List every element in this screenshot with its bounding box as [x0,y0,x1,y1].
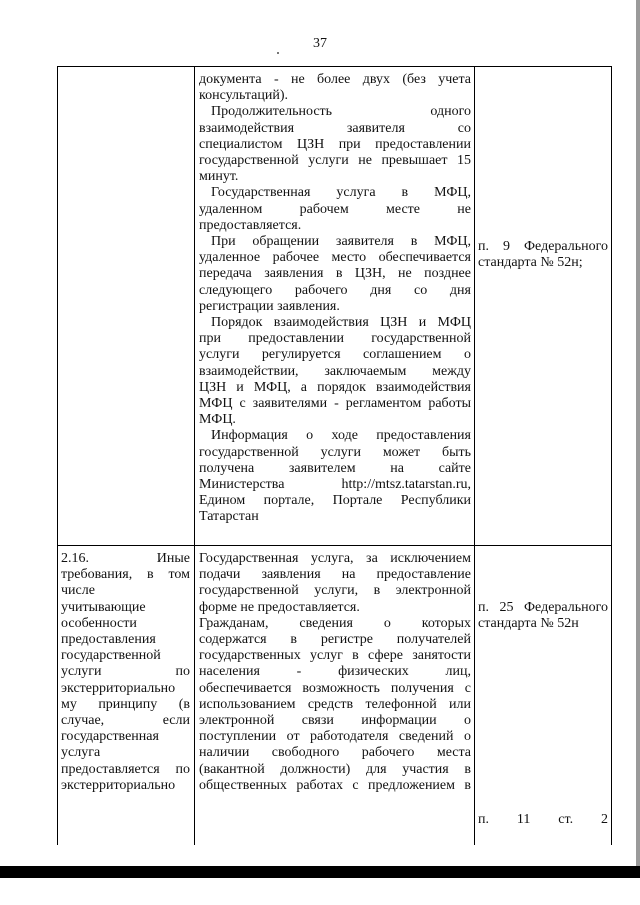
text-line: предоставления [61,632,156,648]
text-line: Едином портале, Портале Республики [199,493,471,509]
row2-middle-cell [199,551,471,794]
row2-left-cell [61,551,190,794]
scan-speck [277,52,279,54]
text-line: п. 11 ст. 2 [478,812,608,827]
text-line: предоставляется. [199,217,302,233]
text-line: Информация о ходе предоставления [211,428,471,444]
row1-middle-cell [199,72,471,526]
text-line: специалистом ЦЗН при предоставлении [199,136,471,152]
row1-right-cell [478,239,608,271]
text-line: предоставляется по [61,761,190,777]
text-line: государственных услуг в сфере занятости [199,648,471,664]
text-line: му принципу (в [61,696,190,712]
text-line: удаленное рабочее место обеспечивается [199,250,471,266]
text-line: взаимодействии, заключаемым между [199,363,471,379]
text-line: Продолжительность одного [211,104,471,120]
text-line: МФЦ. [199,412,236,428]
text-line: подачи заявления на предоставление [199,567,471,583]
text-line: Государственная услуга, за исключением [199,551,471,566]
text-line: (вакантной должности) для участия в [199,761,471,777]
text-line: электронной связи информации о [199,713,471,729]
text-line: взаимодействия заявителя со [199,120,471,136]
column-divider-2 [474,66,475,845]
text-line: содержатся в регистре получателей [199,632,471,648]
text-line: п. 9 Федерального [478,239,608,254]
text-line: получена заявителем на сайте [199,460,471,476]
text-line: государственной [61,648,161,664]
text-line: МФЦ с заявителями - регламентом работы [199,396,471,412]
text-line: регистрации заявления. [199,298,340,314]
text-line: государственной услуги не превышает 15 [199,153,471,169]
text-line: удаленном рабочем месте не [199,201,471,217]
text-line: при предоставлении государственной [199,331,471,347]
text-line: случае, если [61,713,190,729]
text-line: услуги по [61,664,190,680]
text-line: Татарстан [199,509,259,525]
text-line: общественных работах с предложением в [199,777,471,793]
table-top-border [57,66,612,67]
column-divider-1 [194,66,195,845]
text-line: требования, в том [61,567,190,583]
text-line: минут. [199,169,239,185]
text-line: п. 25 Федерального [478,600,608,615]
row2-right-bottom-cell [478,812,608,828]
text-line: населения - физических лиц, [199,664,471,680]
text-line: государственной услуги, в электронной [199,583,471,599]
text-line: числе [61,583,95,599]
text-line: экстерриториально [61,680,176,696]
text-line: Гражданам, сведения о которых [199,615,471,631]
page-number: 37 [313,36,327,51]
text-line: Государственная услуга в МФЦ, [211,185,471,201]
text-line: стандарта № 52н [478,616,579,632]
text-line: использованием средств телефонной или [199,696,471,712]
text-line: наличии свободного рабочего места [199,745,471,761]
text-line: ЦЗН и МФЦ, а порядок взаимодействия [199,379,471,395]
text-line: Порядок взаимодействия ЦЗН и МФЦ [211,315,471,331]
text-line: При обращении заявителя в МФЦ, [211,234,471,250]
text-line: услуги регулируется соглашением о [199,347,471,363]
row2-right-top-cell [478,600,608,632]
text-line: передача заявления в ЦЗН, не позднее [199,266,471,282]
text-line: 2.16. Иные [61,551,190,566]
text-line: услуга [61,745,101,761]
text-line: поступлении от работодателя сведений о [199,729,471,745]
text-line: стандарта № 52н; [478,255,583,271]
text-line: учитывающие [61,599,146,615]
scan-right-edge [636,0,640,866]
scan-bottom-border [0,866,640,878]
text-line: следующего рабочего дня со дня [199,282,471,298]
table-row-divider [57,545,612,546]
text-line: экстерриториально [61,777,176,793]
text-line: документа - не более двух (без учета [199,72,471,87]
text-line: консультаций). [199,88,288,104]
text-line: государственная [61,729,159,745]
table-right-border [611,66,612,845]
text-line: особенности [61,615,137,631]
text-line: государственной услуги может быть [199,444,471,460]
text-line: форме не предоставляется. [199,599,360,615]
table-left-border [57,66,58,845]
text-line: обеспечивается возможность получения с [199,680,471,696]
text-line: Министерства http://mtsz.tatarstan.ru, [199,477,471,493]
